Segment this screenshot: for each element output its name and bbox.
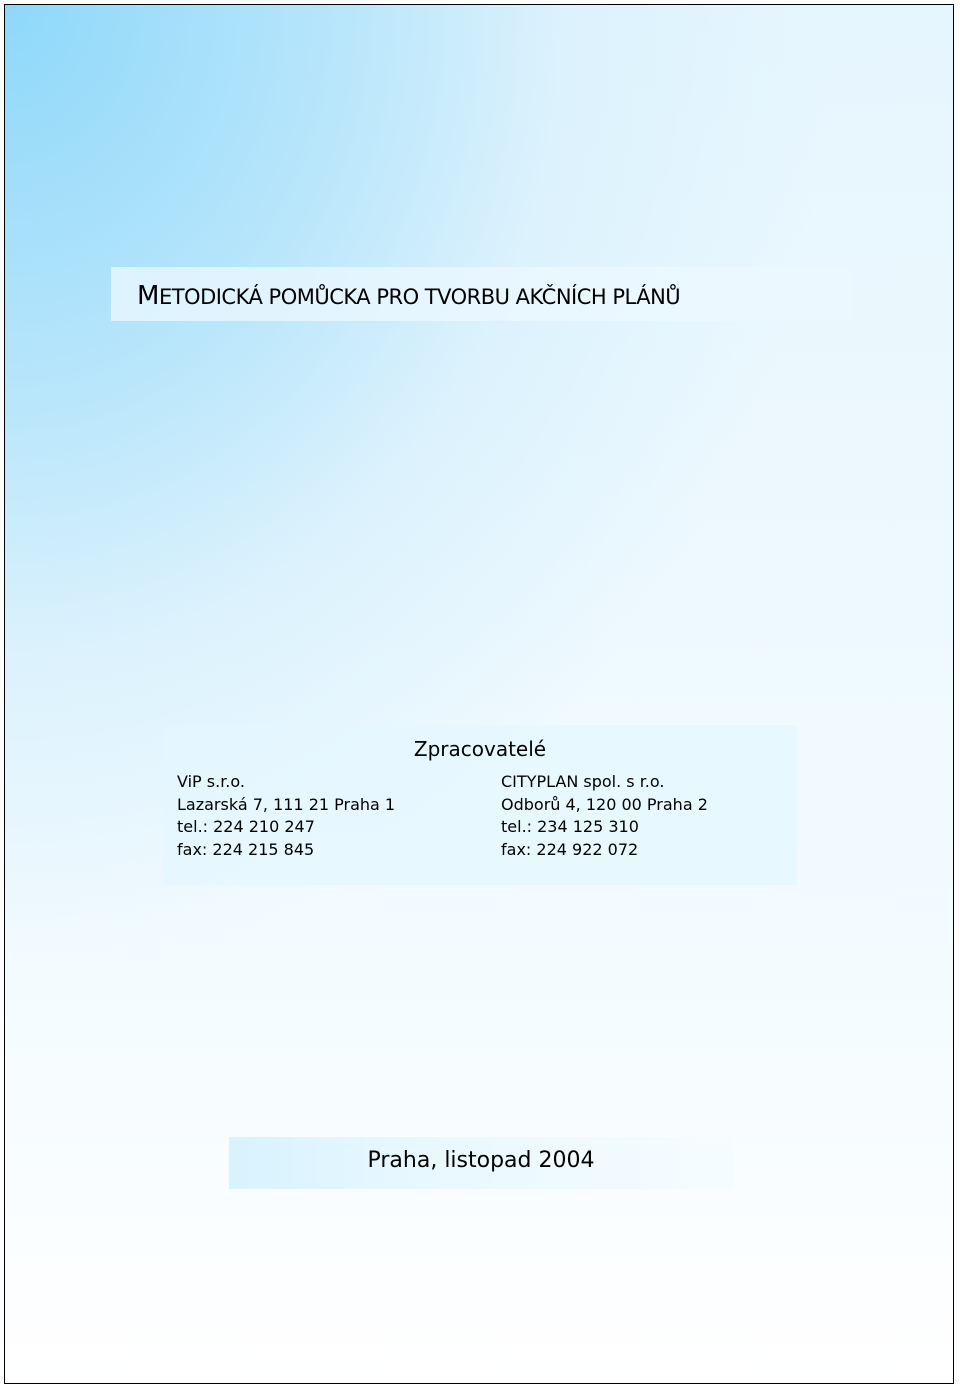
authors-section (163, 725, 797, 885)
author-fax: fax: 224 922 072 (501, 839, 639, 859)
author-fax: fax: 224 215 845 (177, 839, 315, 859)
author-phone: tel.: 234 125 310 (501, 817, 639, 836)
place-and-date: Praha, listopad 2004 (367, 1148, 595, 1173)
title-initial: M (137, 281, 159, 311)
document-title (137, 280, 680, 313)
authors-heading: Zpracovatelé (413, 737, 547, 761)
author-cityplan (501, 771, 708, 861)
author-phone: tel.: 224 210 247 (177, 817, 315, 836)
author-vip (177, 771, 395, 861)
document-page (4, 4, 954, 1384)
author-name: ViP s.r.o. (177, 772, 245, 791)
author-address: Odborů 4, 120 00 Praha 2 (501, 794, 708, 814)
title-rest: ETODICKÁ POMŮCKA PRO TVORBU AKČNÍCH PLÁNŮ (158, 285, 681, 309)
footer-band (229, 1137, 733, 1189)
author-name: CITYPLAN spol. s r.o. (501, 772, 665, 791)
author-address: Lazarská 7, 111 21 Praha 1 (177, 794, 396, 814)
